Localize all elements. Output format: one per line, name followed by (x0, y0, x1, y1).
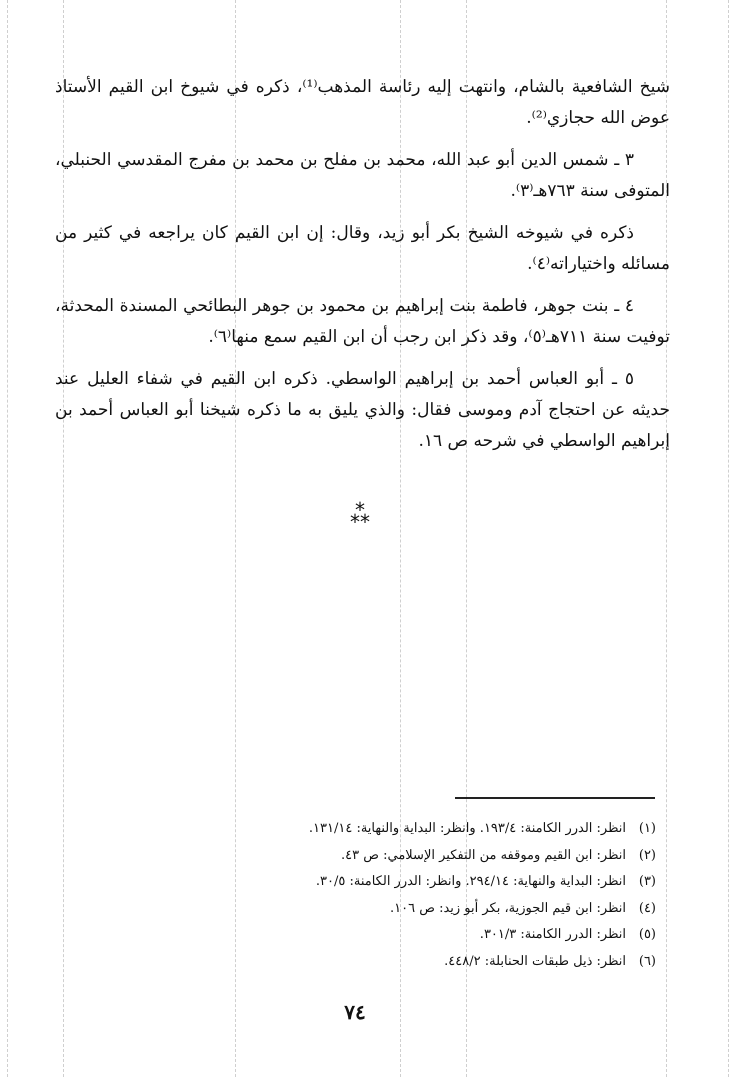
footnote-number: (٣) (638, 874, 656, 889)
footnote-text: انظر: ابن قيم الجوزية، بكر أبو زيد: ص ١٠٦. (390, 900, 626, 916)
paragraph-4: ٤ ـ بنت جوهر، فاطمة بنت إبراهيم بن محمود بن جوهر البطائحي المسندة المحدثة، توفيت سنة ٧١١هـ⁽٥⁾، وقد ذكر ابن رجب أن ابن القيم سمع منها⁽٦⁾. (55, 296, 670, 347)
footnote-text: انظر: البداية والنهاية: ٢٩٤/١٤. وانظر: الدرر الكامنة: ٣٠/٥. (315, 874, 626, 889)
footnote-number: (١) (638, 821, 656, 836)
main-text (55, 72, 670, 468)
footnote-item (160, 896, 656, 923)
footnote-text: انظر: الدرر الكامنة: ٣٠١/٣. (479, 927, 626, 942)
page-number: ٧٤ (344, 1000, 366, 1024)
footnote-item (160, 869, 656, 896)
footnote-item (160, 949, 656, 976)
footnotes-list (160, 816, 656, 975)
footnote-text: انظر: الدرر الكامنة: ١٩٣/٤. وانظر: البداية والنهاية: ١٣١/١٤. (308, 821, 626, 836)
paragraph-5: ٥ ـ أبو العباس أحمد بن إبراهيم الواسطي. ذكره ابن القيم في شفاء العليل عند حديثه عن احتجاج آدم وموسى فقال: والذي يليق به ما ذكره شيخنا أبو العباس أحمد بن إبراهيم الواسطي في شرحه ص ١٦. (55, 369, 670, 451)
footnote-text: انظر: ابن القيم وموقفه من التفكير الإسلامي: ص ٤٣. (341, 847, 626, 863)
footnote-number: (٢) (638, 847, 656, 863)
margin-guide (728, 0, 729, 1077)
footnote-item (160, 843, 656, 870)
footnote-number: (٥) (638, 927, 656, 942)
footnote-item (160, 922, 656, 949)
paragraph-3: ذكره في شيوخه الشيخ بكر أبو زيد، وقال: إن ابن القيم كان يراجعه في كثير من مسائله واختياراته⁽٤⁾. (55, 223, 670, 274)
footnote-text: انظر: ذيل طبقات الحنابلة: ٤٤٨/٢. (444, 953, 626, 969)
margin-guide (7, 0, 8, 1077)
footnote-separator (455, 797, 655, 799)
footnote-item (160, 816, 656, 843)
paragraph-2: ٣ ـ شمس الدين أبو عبد الله، محمد بن مفلح بن محمد بن مفرج المقدسي الحنبلي، المتوفى سنة ٧٦٣هـ⁽٣⁾. (55, 150, 670, 201)
paragraph-1: شيخ الشافعية بالشام، وانتهت إليه رئاسة المذهب⁽¹⁾، ذكره في شيوخ ابن القيم الأستاذ عوض الله حجازي⁽²⁾. (55, 77, 670, 128)
section-divider-stars: * ** (350, 498, 370, 534)
footnote-number: (٦) (638, 953, 656, 969)
footnote-number: (٤) (638, 900, 656, 916)
